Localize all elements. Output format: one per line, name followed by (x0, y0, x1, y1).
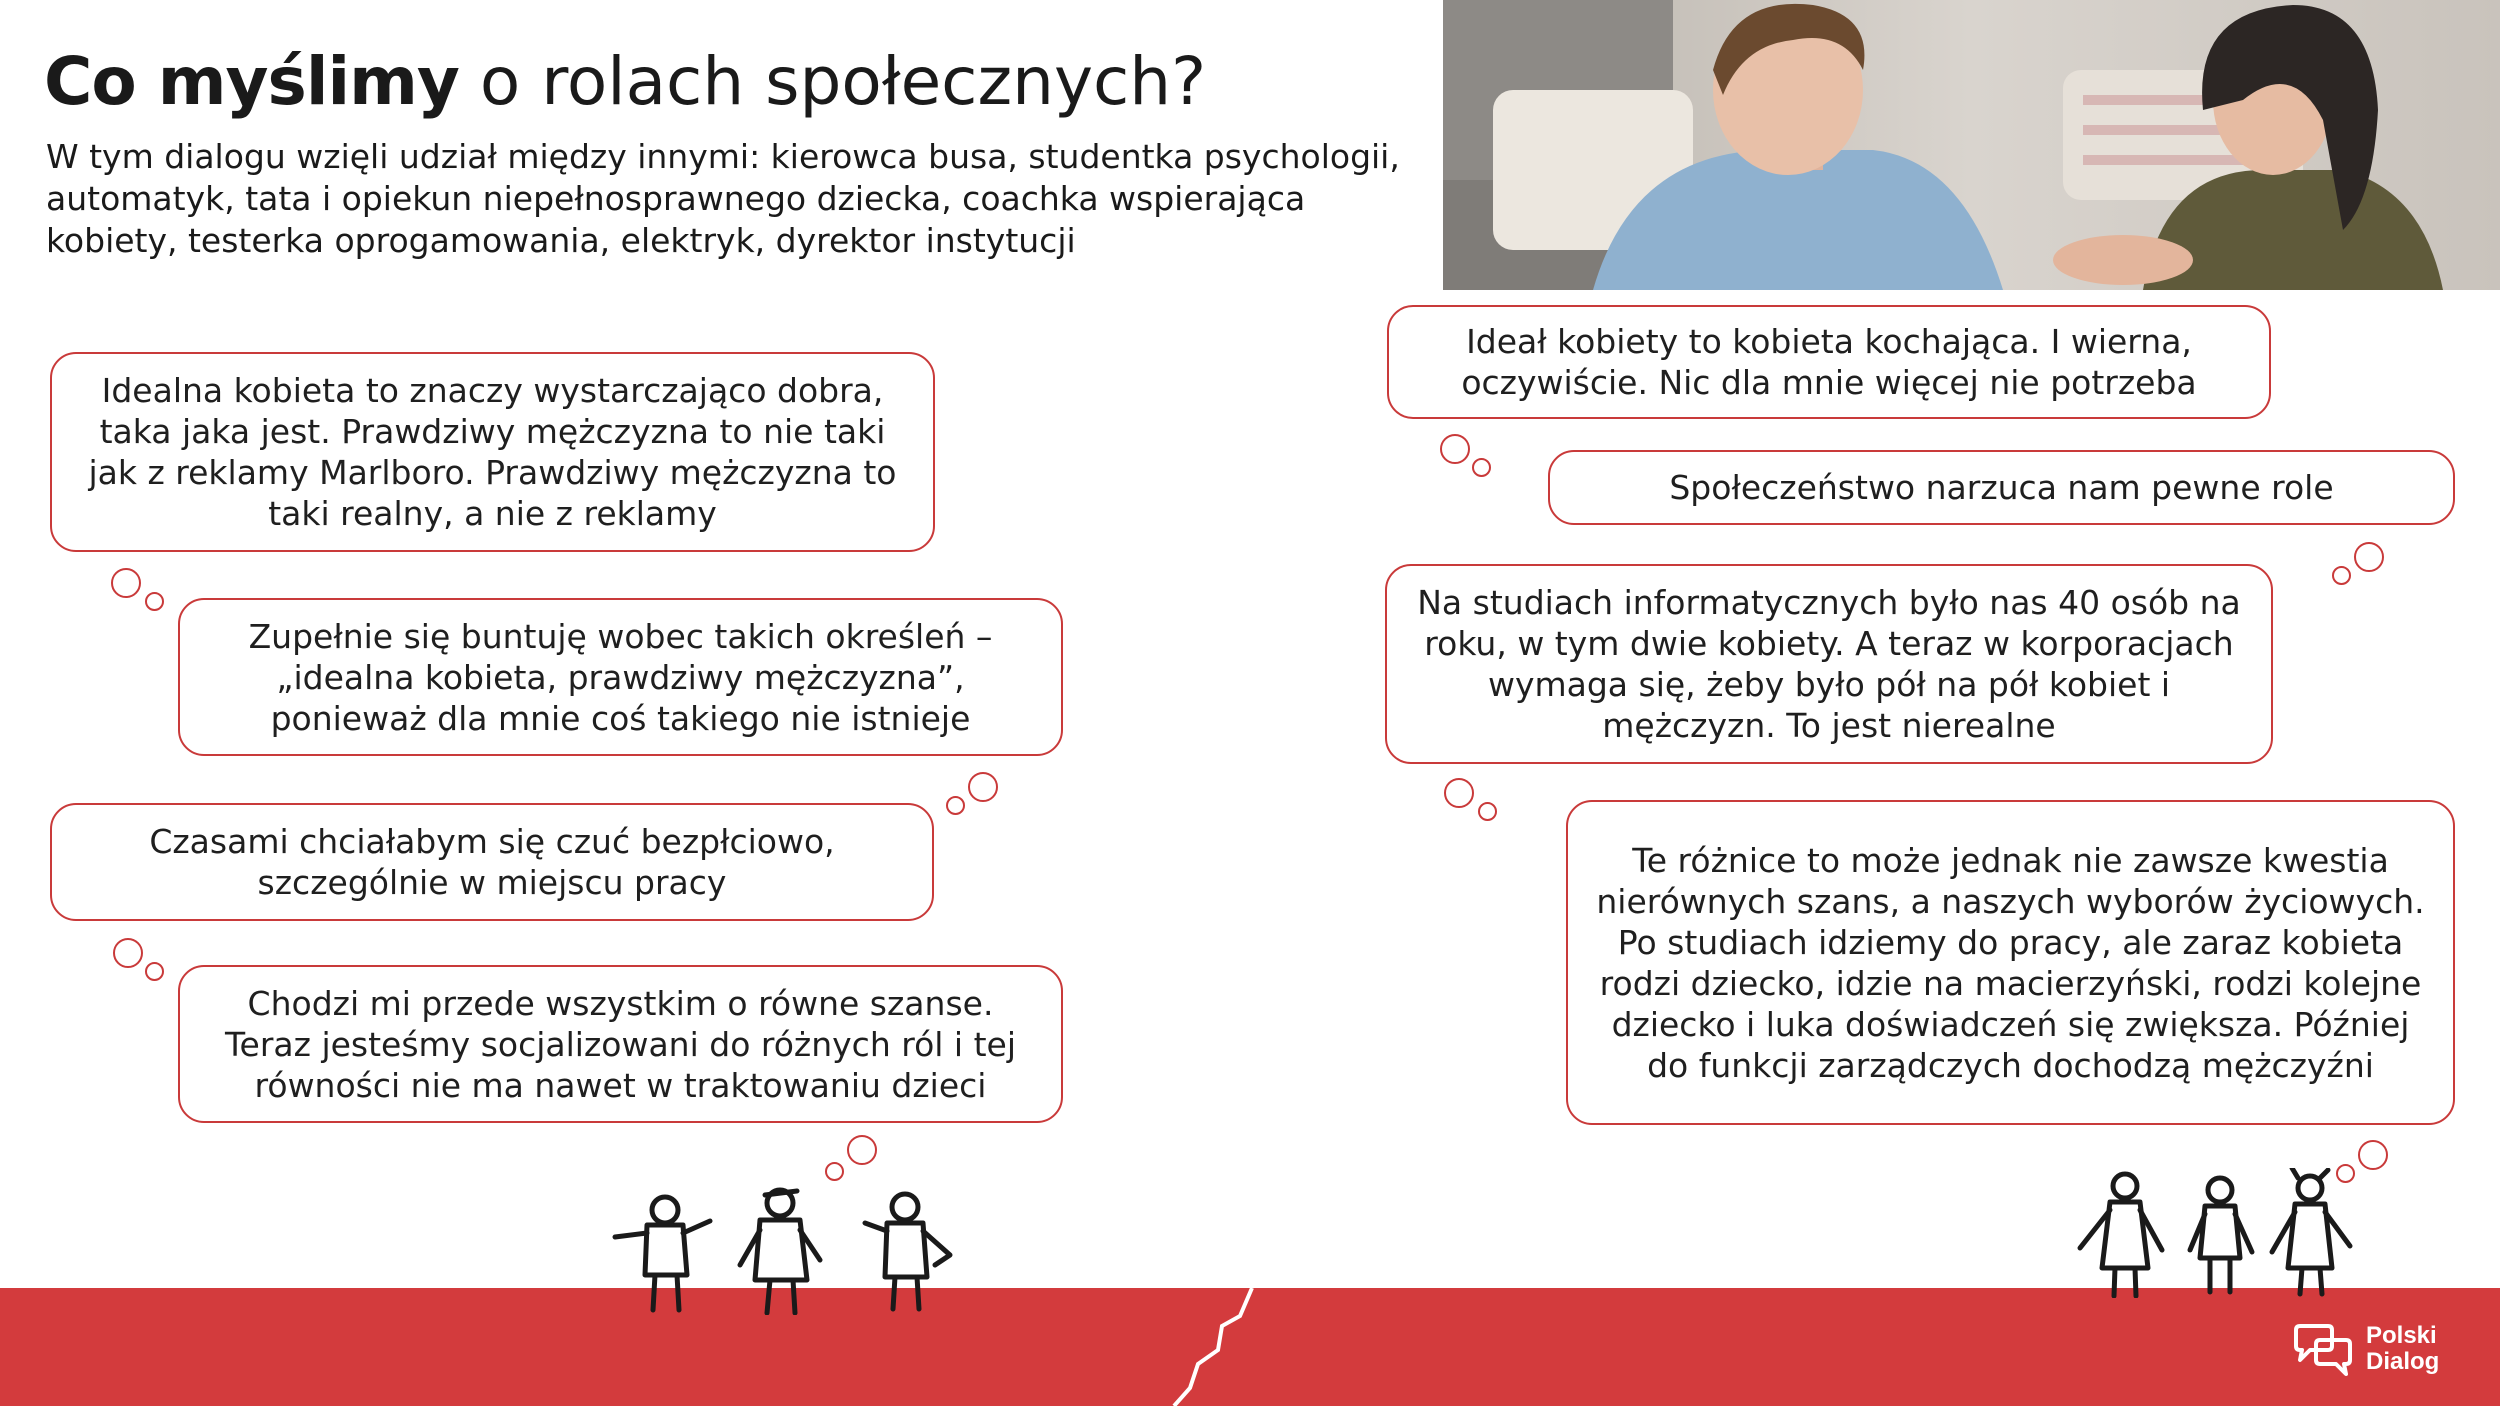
stick-figures-right-illustration (2070, 1168, 2370, 1298)
thought-dot (2332, 566, 2351, 585)
stick-figures-left-illustration (605, 1185, 965, 1315)
thought-dot (1478, 802, 1497, 821)
title-rest: o rolach społecznych? (458, 43, 1207, 120)
thought-dot (145, 962, 164, 981)
quote-equal-chances: Chodzi mi przede wszystkim o równe szanse. Teraz jesteśmy socjalizowani do różnych ról i tej równości nie ma nawet w traktowaniu dzieci (178, 965, 1063, 1123)
polski-dialog-logo (2290, 1322, 2439, 1376)
thought-dot (825, 1162, 844, 1181)
logo-text (2366, 1323, 2439, 1375)
thought-dot (113, 938, 143, 968)
quote-it-studies-women: Na studiach informatycznych było nas 40 osób na roku, w tym dwie kobiety. A teraz w korporacjach wymaga się, żeby było pół na pół kobiet i mężczyzn. To jest nierealne (1385, 564, 2273, 764)
quote-rebellion-against-labels: Zupełnie się buntuję wobec takich określeń – „idealna kobieta, prawdziwy mężczyzna”, ponieważ dla mnie coś takiego nie istnieje (178, 598, 1063, 756)
thought-dot (946, 796, 965, 815)
thought-dot (1444, 778, 1474, 808)
footer-band (0, 1288, 2500, 1406)
couple-talking-photo (1443, 0, 2500, 290)
thought-dot (968, 772, 998, 802)
quote-genderless-at-work: Czasami chciałabym się czuć bezpłciowo, szczególnie w miejscu pracy (50, 803, 934, 921)
thought-dot (111, 568, 141, 598)
logo-line1: Polski (2366, 1322, 2437, 1349)
thought-dot (145, 592, 164, 611)
quote-ideal-woman-loving: Ideał kobiety to kobieta kochająca. I wierna, oczywiście. Nic dla mnie więcej nie potrzeba (1387, 305, 2271, 419)
quote-life-choices: Te różnice to może jednak nie zawsze kwestia nierównych szans, a naszych wyborów życiowych. Po studiach idziemy do pracy, ale zaraz kobieta rodzi dziecko, idzie na macierzyński, rodzi kolejne dziecko i luka doświadczeń się zwiększa. Później do funkcji zarządczych dochodzą mężczyźni (1566, 800, 2455, 1125)
thought-dot (847, 1135, 877, 1165)
title-bold: Co myślimy (44, 43, 459, 120)
page-title (44, 40, 1206, 124)
thought-dot (1440, 434, 1470, 464)
quote-society-imposes-roles: Społeczeństwo narzuca nam pewne role (1548, 450, 2455, 525)
quote-ideal-woman-good-enough: Idealna kobieta to znaczy wystarczająco dobra, taka jaka jest. Prawdziwy mężczyzna to nie taki jak z reklamy Marlboro. Prawdziwy mężczyzna to taki realny, a nie z reklamy (50, 352, 935, 552)
speech-bubbles-icon (2290, 1322, 2356, 1376)
thought-dot (1472, 458, 1491, 477)
thought-dot (2354, 542, 2384, 572)
participants-description: W tym dialogu wzięli udział między innymi: kierowca busa, studentka psychologii, automatyk, tata i opiekun niepełnosprawnego dziecka, coachka wspierająca kobiety, testerka oprogamowania, elektryk, dyrektor instytucji (46, 137, 1400, 260)
thought-dot (2358, 1140, 2388, 1170)
logo-line2: Dialog (2366, 1348, 2440, 1375)
